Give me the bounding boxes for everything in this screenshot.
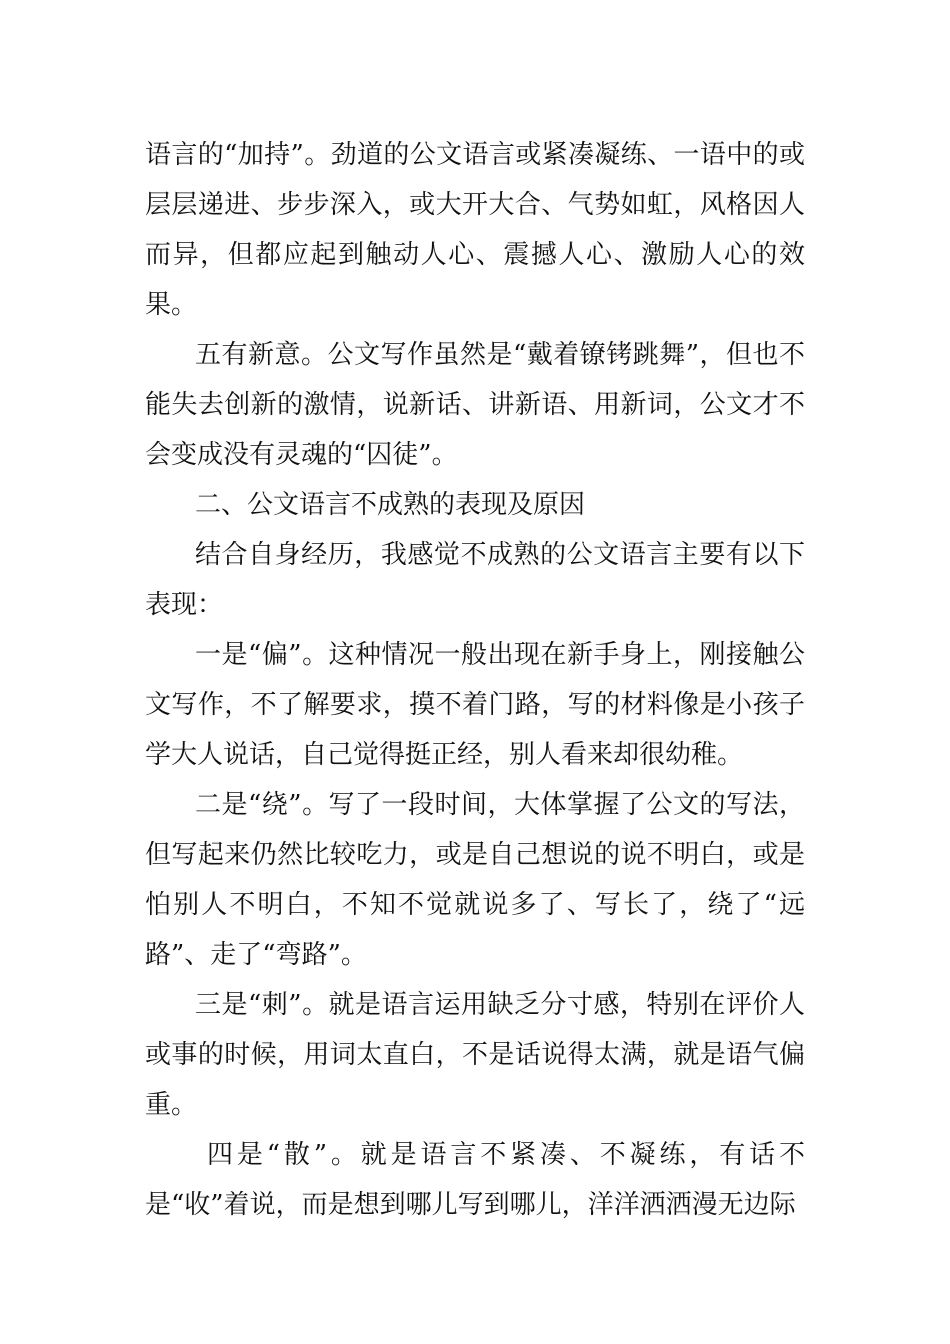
paragraph-intro: 结合自身经历，我感觉不成熟的公文语言主要有以下表现： <box>145 540 805 620</box>
paragraph-language-effect: 语言的“加持”。劲道的公文语言或紧凑凝练、一语中的或层层递进、步步深入，或大开大合、气势如虹，风格因人而异，但都应起到触动人心、震撼人心、激励人心的效果。 <box>145 140 805 320</box>
document-body <box>145 130 805 1230</box>
section-heading: 二、公文语言不成熟的表现及原因 <box>195 490 586 520</box>
paragraph-point-three: 三是“刺”。就是语言运用缺乏分寸感，特别在评价人或事的时候，用词太直白，不是话说得太满，就是语气偏重。 <box>145 990 805 1120</box>
paragraph-point-one: 一是“偏”。这种情况一般出现在新手身上，刚接触公文写作，不了解要求，摸不着门路，写的材料像是小孩子学大人说话，自己觉得挺正经，别人看来却很幼稚。 <box>145 640 805 770</box>
paragraph-fifth-point: 五有新意。公文写作虽然是“戴着镣铐跳舞”，但也不能失去创新的激情，说新话、讲新语、用新词，公文才不会变成没有灵魂的“囚徒”。 <box>145 340 805 470</box>
paragraph-point-two: 二是“绕”。写了一段时间，大体掌握了公文的写法，但写起来仍然比较吃力，或是自己想说的说不明白，或是怕别人不明白，不知不觉就说多了、写长了，绕了“远路”、走了“弯路”。 <box>145 790 805 970</box>
paragraph-point-four: 四是“散”。就是语言不紧凑、不凝练，有话不是“收”着说，而是想到哪儿写到哪儿，洋洋洒洒漫无边际 <box>145 1140 805 1220</box>
